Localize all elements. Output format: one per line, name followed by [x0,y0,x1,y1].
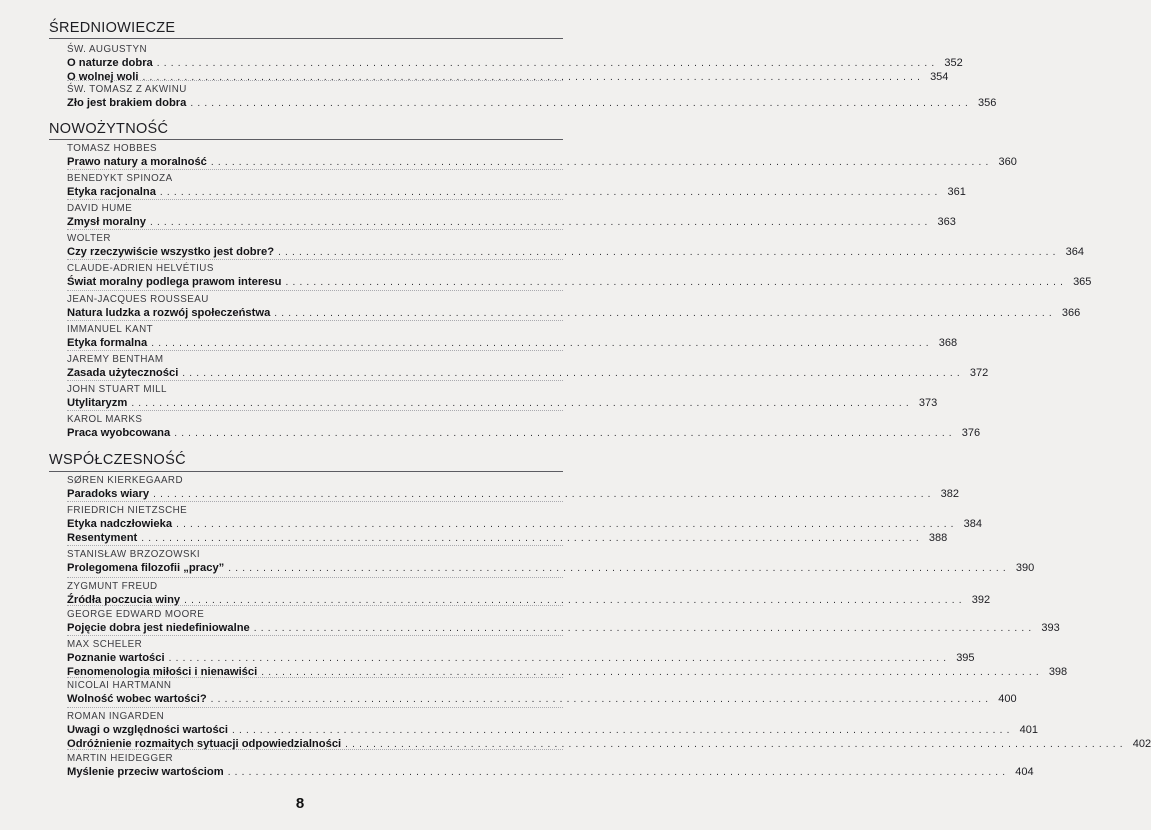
entry-rule [67,501,563,502]
work-title: Prolegomena filozofii „pracy” [67,561,228,575]
work-title: Resentyment [67,531,141,545]
dot-leader: ................................................................................................................ [228,563,1010,574]
toc-entry [67,753,1034,779]
entry-rule [67,410,563,411]
author-name: ROMAN INGARDEN [67,711,165,722]
toc-line [67,651,975,665]
toc-line [67,56,963,70]
dot-leader: ................................................................................................................ [278,247,1060,258]
dot-leader: ................................................................................................................ [345,739,1127,750]
author-name: DAVID HUME [67,203,133,214]
toc-line [67,366,989,380]
entry-rule [67,259,563,260]
page-ref: 365 [1073,276,1092,288]
work-title: Prawo natury a moralność [67,155,211,169]
page-ref: 368 [938,337,958,349]
page-ref: 400 [998,693,1017,705]
toc-entry [67,609,1060,635]
page-ref: 404 [1015,766,1034,778]
work-title: O wolnej woli [67,70,142,84]
work-title: Fenomenologia miłości i nienawiści [67,665,261,679]
entry-rule [67,199,563,200]
toc-line [67,275,1092,289]
page-ref: 366 [1061,307,1081,319]
toc-entry [67,639,1068,679]
toc-entry [67,680,1017,706]
page-ref: 373 [918,397,938,409]
entry-rule [67,350,563,351]
toc-line [67,306,1081,320]
entry-rule [67,707,563,708]
toc-line [67,561,1035,575]
entry-rule [67,169,563,170]
author-name: JOHN STUART MILL [67,384,167,395]
section-title-sredniowiecze: ŚREDNIOWIECZE [49,20,176,36]
dot-leader: ................................................................................................................ [141,533,923,544]
section-title-wspolczesnosc: WSPÓŁCZESNOŚĆ [49,452,186,468]
toc-entry [67,581,991,607]
toc-entry [67,505,983,545]
work-title: Praca wyobcowana [67,426,174,440]
page-ref: 392 [971,594,991,606]
toc-entry [67,475,960,501]
dot-leader: ................................................................................................................ [156,58,939,69]
dot-leader: ................................................................................................................ [182,368,964,379]
work-title: Zło jest brakiem dobra [67,96,190,110]
work-title: Paradoks wiary [67,487,153,501]
work-title: Zmysł moralny [67,215,150,229]
page-ref: 352 [944,57,963,69]
toc-line [67,96,997,110]
page-ref: 354 [930,71,949,83]
dot-leader: ................................................................................................................ [190,98,972,109]
author-name: JEAN-JACQUES ROUSSEAU [67,294,209,305]
page-ref: 402 [1132,738,1151,750]
author-name: NICOLAI HARTMANN [67,680,172,691]
dot-leader: ................................................................................................................ [174,428,956,439]
work-title: Etyka formalna [67,336,151,350]
author-name: KAROL MARKS [67,414,143,425]
toc-entry [67,263,1092,289]
section-rule [49,38,563,39]
work-title: Zasada użyteczności [67,366,182,380]
page-ref: 398 [1048,666,1068,678]
toc-line [67,426,981,440]
toc-line [67,70,949,84]
toc-line [67,621,1060,635]
page-ref: 393 [1041,622,1060,634]
author-name: BENEDYKT SPINOZA [67,173,173,184]
toc-line [67,336,958,350]
toc-entry [67,143,1017,169]
entry-rule [67,577,563,578]
dot-leader: ................................................................................................................ [153,489,935,500]
page-ref: 390 [1015,562,1035,574]
page-ref: 388 [928,532,948,544]
work-title: Myślenie przeciw wartościom [67,765,228,779]
toc-entry [67,294,1081,320]
author-name: ŚW. TOMASZ Z AKWINU [67,84,187,95]
page-ref: 401 [1019,724,1038,736]
page-ref: 382 [940,488,960,500]
page-number: 8 [295,795,305,812]
author-name: WOLTER [67,233,111,244]
author-name: MAX SCHELER [67,639,143,650]
dot-leader: ................................................................................................................ [253,623,1036,634]
toc-entry [67,84,997,110]
entry-rule [67,545,563,546]
author-name: CLAUDE-ADRIEN HELVÉTIUS [67,263,214,274]
section-rule [49,139,563,140]
entry-rule [67,677,563,678]
author-name: STANISŁAW BRZOZOWSKI [67,549,201,560]
dot-leader: ................................................................................................................ [142,72,925,83]
work-title: Etyka racjonalna [67,185,160,199]
toc-entry [67,44,963,84]
work-title: Czy rzeczywiście wszystko jest dobre? [67,245,278,259]
author-name: IMMANUEL KANT [67,324,154,335]
toc-line [67,245,1084,259]
work-title: O naturze dobra [67,56,157,70]
page-ref: 372 [969,367,989,379]
entry-rule [67,80,563,81]
toc-line [67,692,1017,706]
page-ref: 361 [947,186,966,198]
author-name: MARTIN HEIDEGGER [67,753,174,764]
page-ref: 384 [963,518,983,530]
page-ref: 364 [1065,246,1084,258]
author-name: TOMASZ HOBBES [67,143,158,154]
entry-rule [67,380,563,381]
toc-entry [67,324,958,350]
entry-rule [67,605,563,606]
toc-line [67,396,938,410]
toc-entry [67,414,981,440]
work-title: Wolność wobec wartości? [67,692,211,706]
toc-entry [67,549,1035,575]
toc-line [67,723,1038,737]
toc-entry [67,384,938,410]
dot-leader: ................................................................................................................ [176,519,958,530]
entry-rule [67,320,563,321]
dot-leader: ................................................................................................................ [210,157,993,168]
work-title: Uwagi o względności wartości [67,723,232,737]
author-name: JAREMY BENTHAM [67,354,164,365]
dot-leader: ................................................................................................................ [210,694,993,705]
author-name: SØREN KIERKEGAARD [67,475,183,486]
dot-leader: ................................................................................................................ [149,217,932,228]
toc-line [67,517,983,531]
work-title: Utylitaryzm [67,396,131,410]
author-name: ZYGMUNT FREUD [67,581,158,592]
dot-leader: ................................................................................................................ [274,308,1056,319]
section-rule [49,471,563,472]
entry-rule [67,229,563,230]
toc-entry [67,233,1084,259]
toc-line [67,531,948,545]
toc-line [67,185,966,199]
toc-entry [67,711,1151,751]
page-ref: 376 [961,427,981,439]
work-title: Poznanie wartości [67,651,169,665]
toc-line [67,487,960,501]
dot-leader: ................................................................................................................ [261,667,1043,678]
author-name: ŚW. AUGUSTYN [67,44,147,55]
toc-entry [67,173,966,199]
toc-entry [67,354,989,380]
toc-line [67,215,956,229]
toc-line [67,155,1017,169]
dot-leader: ................................................................................................................ [285,277,1068,288]
page-ref: 395 [956,652,975,664]
dot-leader: ................................................................................................................ [184,595,966,606]
work-title: Etyka nadczłowieka [67,517,176,531]
entry-rule [67,635,563,636]
work-title: Odróżnienie rozmaitych sytuacji odpowiedzialności [67,737,345,751]
dot-leader: ................................................................................................................ [159,187,942,198]
toc-line [67,765,1034,779]
author-name: FRIEDRICH NIETZSCHE [67,505,188,516]
dot-leader: ................................................................................................................ [232,725,1014,736]
work-title: Pojęcie dobra jest niedefiniowalne [67,621,254,635]
toc-entry [67,203,956,229]
work-title: Natura ludzka a rozwój społeczeństwa [67,306,274,320]
page-ref: 363 [937,216,956,228]
work-title: Źródła poczucia winy [67,593,184,607]
dot-leader: ................................................................................................................ [227,767,1010,778]
dot-leader: ................................................................................................................ [131,398,913,409]
entry-rule [67,290,563,291]
dot-leader: ................................................................................................................ [168,653,951,664]
page-ref: 360 [998,156,1017,168]
page-ref: 356 [977,97,997,109]
section-title-nowozytnosc: NOWOŻYTNOŚĆ [49,121,169,137]
work-title: Świat moralny podlega prawom interesu [67,275,285,289]
entry-rule [67,749,563,750]
dot-leader: ................................................................................................................ [151,338,933,349]
author-name: GEORGE EDWARD MOORE [67,609,205,620]
